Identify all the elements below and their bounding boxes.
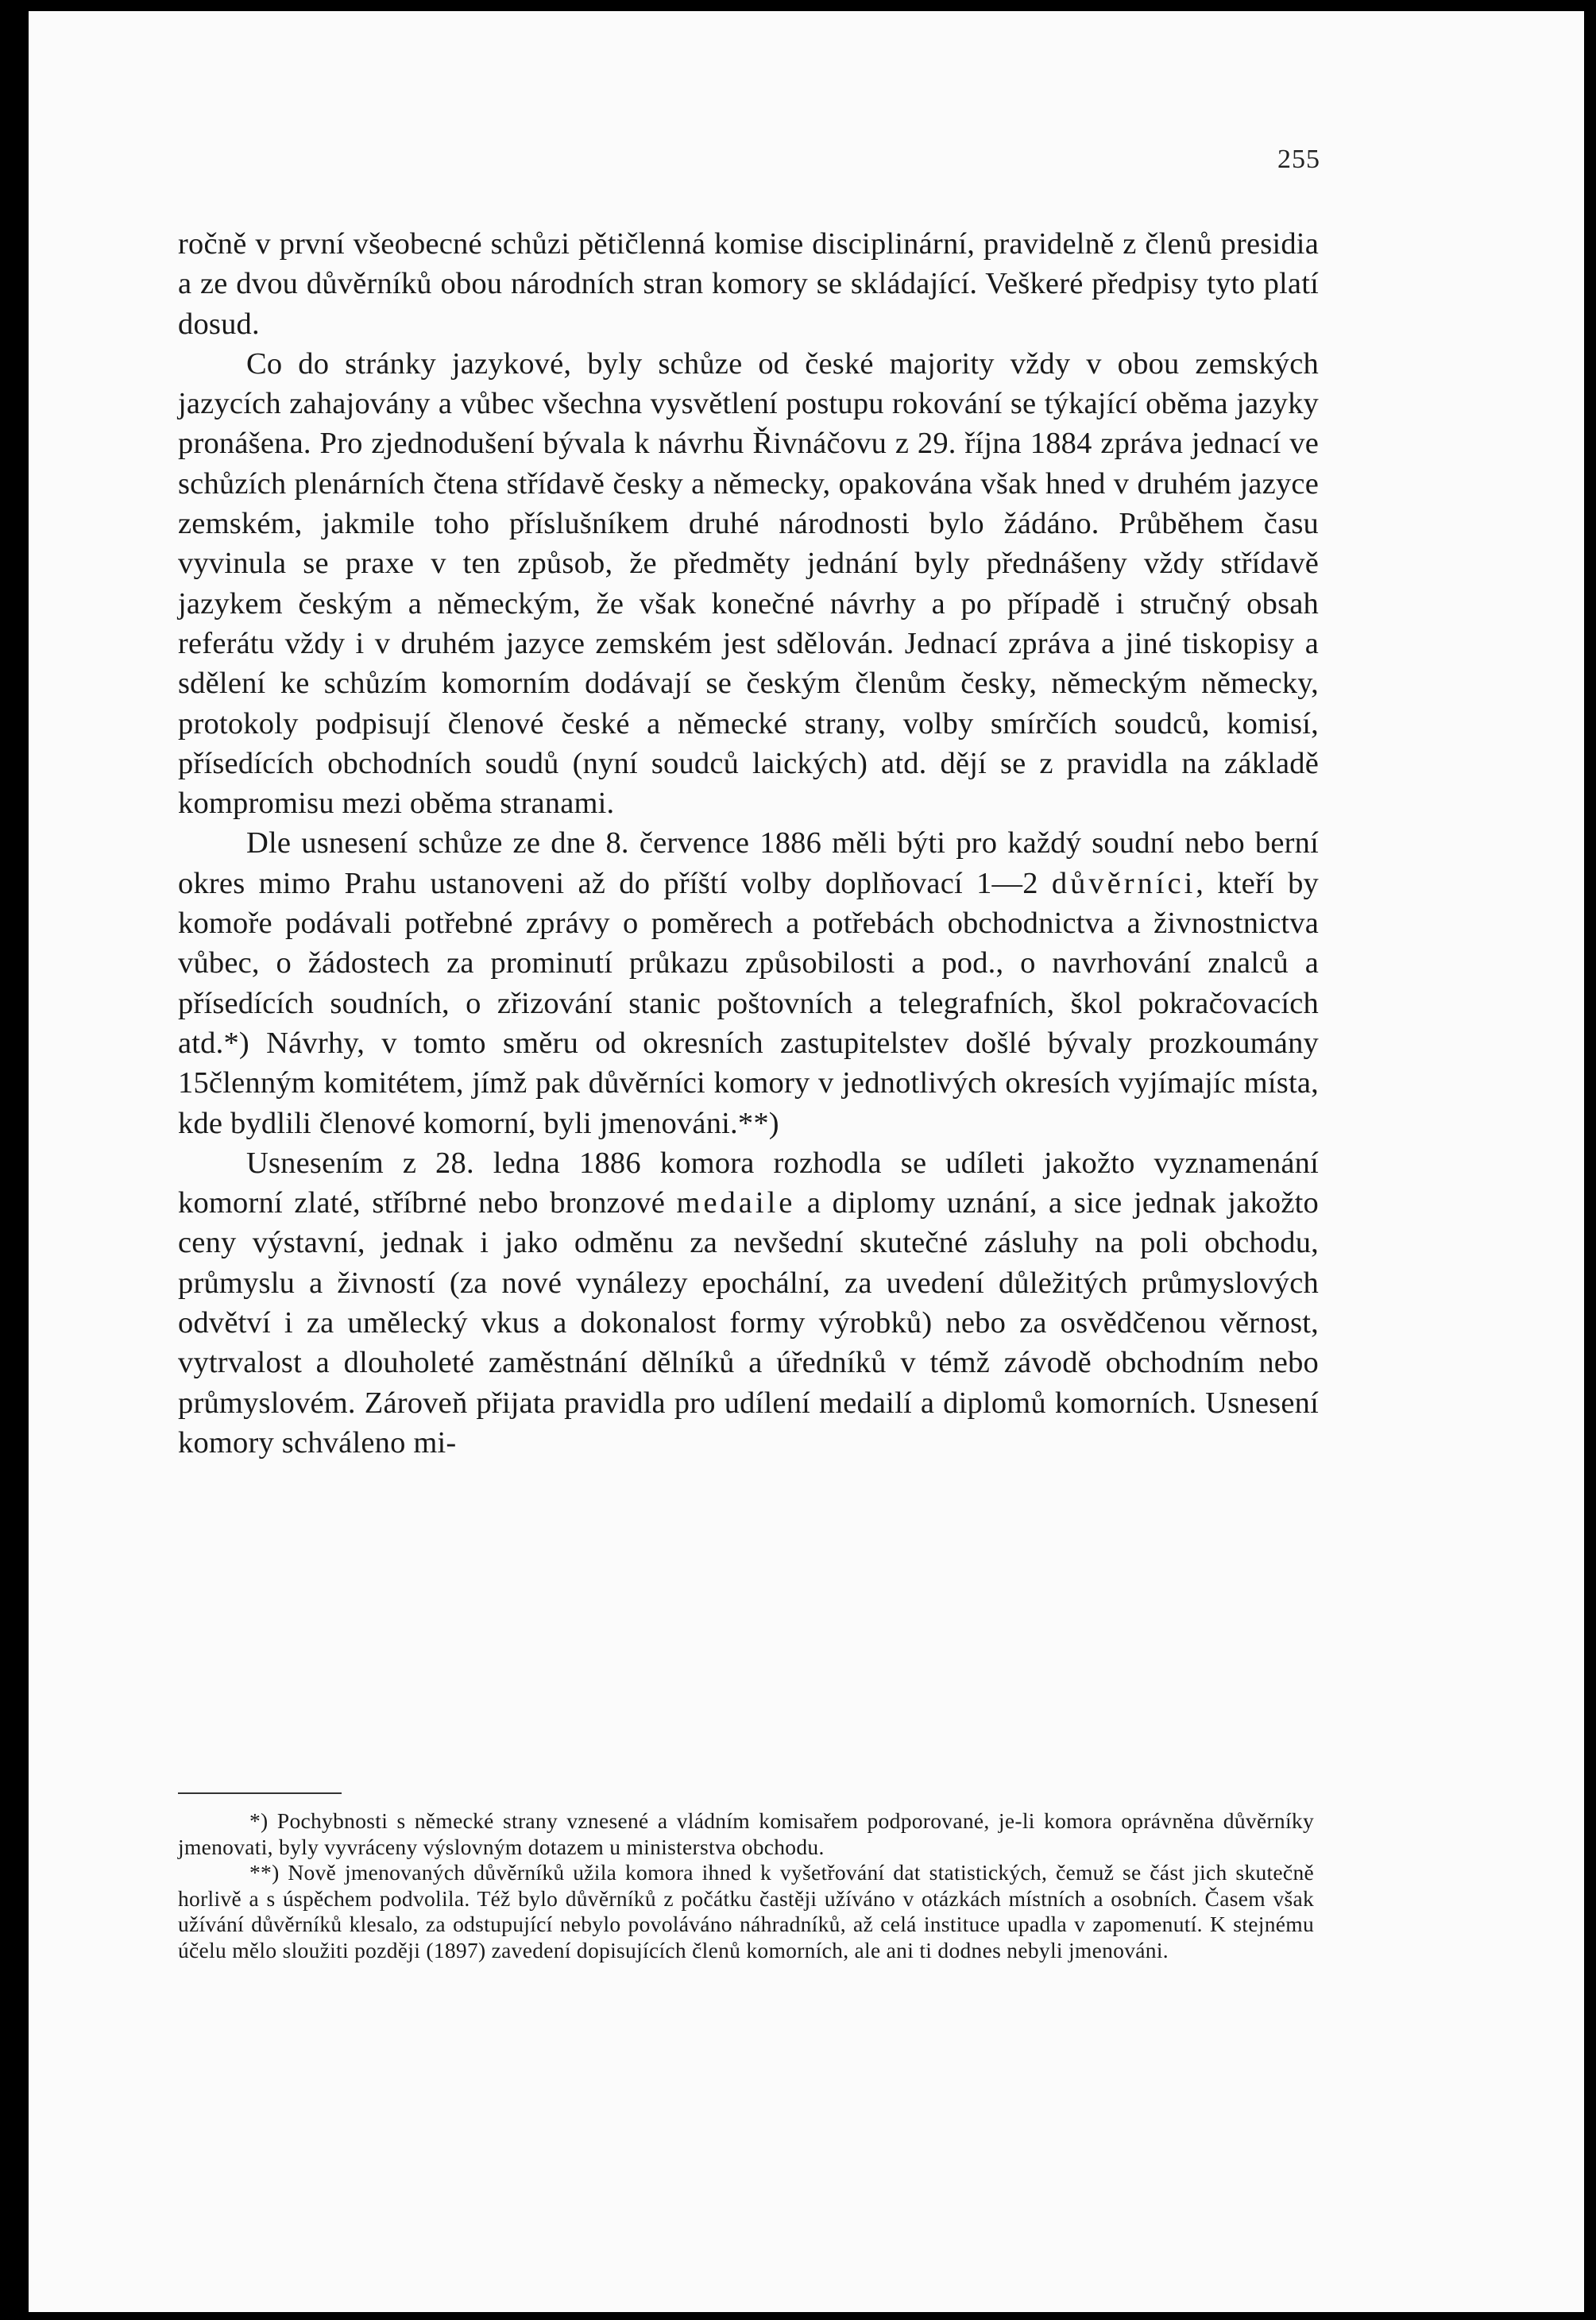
footnotes — [178, 1808, 1314, 1963]
paragraph-text: Usnesením z 28. ledna 1886 komora rozhodla se udíleti jakožto vyznamenání komorní zlaté, stříbrné nebo bronzové — [178, 1146, 1319, 1220]
paragraph: Co do stránky jazykové, byly schůze od české majority vždy v obou zemských jazycích zahajovány a vůbec všechna vysvětlení postupu rokování se týkající oběma jazyky pronášena. Pro zjednodušení bývala k návrhu Řivnáčovu z 29. října 1884 zpráva jednací ve schůzích plenárních čtena střídavě česky a německy, opakována však hned v druhém jazyce zemském, jakmile toho příslušníkem druhé národnosti bylo žádáno. Průběhem času vyvinula se praxe v ten způsob, že předměty jednání byly přednášeny vždy střídavě jazykem českým a německým, že však konečné návrhy a po případě i stručný obsah referátu vždy i v druhém jazyce zemském jest sdělován. Jednací zpráva a jiné tiskopisy a sdělení ke schůzím komorním dodávají se českým členům česky, německým německy, protokoly podpisují členové české a německé strany, volby smírčích soudců, komisí, přísedících obchodních soudů (nyní soudců laických) atd. dějí se z pravidla na základě kompromisu mezi oběma stranami. — [178, 346, 1319, 821]
footnote: *) Pochybnosti s německé strany vznesené a vládním komisařem podporované, je-li komora oprávněna důvěrníky jmenovati, byly vyvráceny výslovným dotazem u ministerstva obchodu. — [178, 1808, 1314, 1859]
book-page — [29, 11, 1584, 2312]
paragraph-text: a diplomy uznání, a sice jednak jakožto ceny výstavní, jednak i jako odměnu za nevšední skutečné zásluhy na poli obchodu, průmyslu a živností (za nové vynálezy epochální, za uvedení důležitých průmyslových odvětví i za umělecký vkus a dokonalost formy výrobků) nebo za osvědčenou věrnost, vytrvalost a dlouholeté zaměstnání dělníků a úředníků v témž závodě obchodním nebo průmyslovém. Zároveň přijata pravidla pro udílení medailí a diplomů komorních. Usnesení komory schváleno mi- — [178, 1186, 1319, 1460]
paragraph-text: Dle usnesení schůze ze dne 8. července 1886 měli býti pro každý soudní nebo berní okres mimo Prahu ustanoveni až do příští volby doplňovací 1—2 — [178, 826, 1319, 900]
paragraph — [178, 823, 1319, 1143]
emphasized-term: medaile — [676, 1186, 796, 1220]
emphasized-term: důvěrníci — [1051, 866, 1196, 900]
footnote: **) Nově jmenovaných důvěrníků užila komora ihned k vyšetřování dat statistických, čemuž se část jich skutečně horlivě a s úspěchem podvolila. Též bylo důvěrníků z počátku častěji užíváno v otázkách místních a osobních. Časem však užívání důvěrníků klesalo, za odstupující nebylo povoláváno náhradníků, až celá instituce upadla v zapomenutí. K stejnému účelu mělo sloužiti později (1897) zavedení dopisujících členů komorních, ale ani ti dodnes nebyli jmenováni. — [178, 1860, 1314, 1962]
footnote-divider — [178, 1792, 342, 1794]
paragraph-text: , kteří by komoře podávali potřebné zprávy o poměrech a potřebách obchodnictva a živnostnictva vůbec, o žádostech za prominutí průkazu způsobilosti a pod., o navrhování znalců a přísedících soudních, o zřizování stanic poštovních a telegrafních, škol pokračovacích atd.*) Návrhy, v tomto směru od okresních zastupitelstev došlé bývaly prozkoumány 15členným komitétem, jímž pak důvěrníci komory v jednotlivých okresích vyjímajíc místa, kde bydlili členové komorní, byli jmenováni.**) — [178, 866, 1319, 1140]
paragraph: ročně v první všeobecné schůzi pětičlenná komise disciplinární, pravidelně z členů presidia a ze dvou důvěrníků obou národních stran komory se skládající. Veškeré předpisy tyto platí dosud. — [178, 227, 1319, 341]
paragraph — [178, 1143, 1319, 1463]
body-text — [178, 224, 1319, 1463]
page-number: 255 — [1277, 145, 1320, 174]
